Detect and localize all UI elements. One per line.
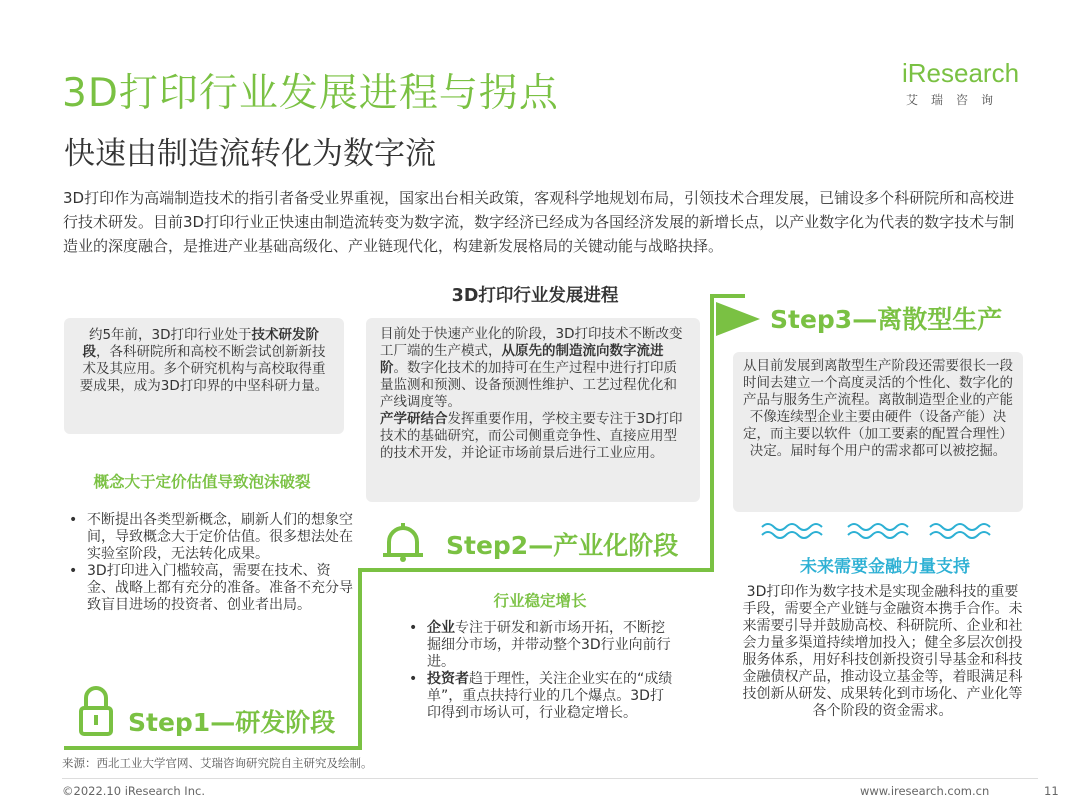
- step1-card-text-a: 约5年前，3D打印行业处于: [88, 327, 252, 343]
- step2-card-bold-1: 从原先的制造流向数字流进阶: [380, 343, 664, 376]
- section-title: 3D打印行业发展进程: [451, 286, 619, 306]
- step2-heading: 行业稳定增长: [493, 592, 587, 610]
- page-number: 11: [1044, 784, 1059, 798]
- bullet-text: 专注于研发和新市场开拓，不断挖掘细分市场，并带动整个3D行业向前行进。: [427, 620, 671, 670]
- step1-card-bold: 技术研发阶段: [82, 327, 320, 360]
- step1-bullets: [65, 512, 355, 614]
- step3-card: [733, 352, 1023, 512]
- bullet-bold: 企业: [427, 620, 455, 636]
- step3-label: Step3—离散型生产: [770, 305, 1003, 334]
- step2-label: Step2—产业化阶段: [446, 531, 679, 560]
- step3-card-text: 从目前发展到离散型生产阶段还需要很长一段时间去建立一个高度灵活的个性化、数字化的产品与服务生产流程。离散制造型企业的产能不像连续型企业主要由硬件（设备产能）决定，而主要以软件（加工要素的配置合理性）决定。届时每个用户的需求都可以被挖掘。: [743, 358, 1013, 459]
- bullet-text: 趋于理性，关注企业实在的“成绩单”，重点扶持行业的几个爆点。3D打印得到市场认可，行业稳定增长。: [427, 671, 673, 721]
- step2-bullets: [405, 620, 675, 722]
- step2-card: [366, 318, 700, 502]
- source-note: 来源：西北工业大学官网、艾瑞咨询研究院自主研究及绘制。: [62, 756, 373, 770]
- arrow-icon: [716, 302, 760, 336]
- step1-heading: 概念大于定价估值导致泡沫破裂: [93, 473, 311, 491]
- wave-icon: [762, 524, 990, 538]
- step1-card: [64, 318, 344, 434]
- list-item: • 3D打印进入门槛较高，需要在技术、资金、战略上都有充分的准备。准备不充分导致盲目进场的投资者、创业者出局。: [65, 563, 355, 614]
- footer-divider: [62, 778, 1038, 779]
- step2-card-bold-2: 产学研结合: [380, 411, 448, 427]
- step3-paragraph: 3D打印作为数字技术是实现金融科技的重要手段，需要全产业链与金融资本携手合作。未来需要引导并鼓励高校、科研院所、企业和社会力量多渠道持续增加投入；健全多层次创投服务体系，用好科技创新投资引导基金和科技金融债权产品，推动设立基金等，着眼满足科技创新从研发、成果转化到市场化、产业化等各个阶段的资金需求。: [742, 584, 1023, 719]
- page-subtitle: 快速由制造流转化为数字流: [64, 136, 436, 172]
- step3-heading: 未来需要金融力量支持: [800, 557, 970, 577]
- bullet-bold: 投资者: [427, 671, 469, 687]
- list-item: [405, 620, 675, 671]
- logo-sub-text: 艾瑞咨询: [906, 93, 1007, 107]
- list-item: • 不断提出各类型新概念，刷新人们的想象空间，导致概念大于定价估值。很多想法处在实验室阶段，无法转化成果。: [65, 512, 355, 563]
- intro-paragraph: 3D打印作为高端制造技术的指引者备受业界重视，国家出台相关政策，客观科学地规划布局，引领技术合理发展，已铺设多个科研院所和高校进行技术研发。目前3D打印行业正快速由制造流转变为数字流，数字经济已经成为各国经济发展的新增长点，以产业数字化为代表的数字技术与制造业的深度融合，是推进产业基础高级化、产业链现代化，构建新发展格局的关键动能与战略抉择。: [63, 189, 1015, 255]
- logo-main-text: iResearch: [902, 58, 1020, 88]
- step1-label: Step1—研发阶段: [128, 708, 336, 737]
- footer-url[interactable]: www.iresearch.com.cn: [860, 784, 990, 798]
- step1-card-text-c: ，各科研院所和高校不断尝试创新新技术及其应用。多个研究机构与高校取得重要成果，成为3D打印界的中坚科研力量。: [79, 344, 329, 394]
- lock-icon: [81, 688, 111, 734]
- step2-card-text-c: 。数字化技术的加持可在生产过程中进行打印质量监测和预测、设备预测性维护、工艺过程优化和产线调度等。: [380, 360, 677, 410]
- step2-card-text-a: 目前处于快速产业化的阶段，3D打印技术不断改变工厂端的生产模式，: [380, 326, 683, 359]
- page-title: 3D打印行业发展进程与拐点: [62, 71, 559, 116]
- iresearch-logo: [902, 58, 1022, 108]
- list-item: [405, 671, 675, 722]
- footer-copyright: ©2022.10 iResearch Inc.: [62, 784, 205, 798]
- step2-card-text-e: 发挥重要作用，学校主要专注于3D打印技术的基础研究，而公司侧重竞争性、直接应用型的技术开发，并论证市场前景后进行工业应用。: [380, 411, 683, 461]
- bell-icon: [383, 523, 423, 562]
